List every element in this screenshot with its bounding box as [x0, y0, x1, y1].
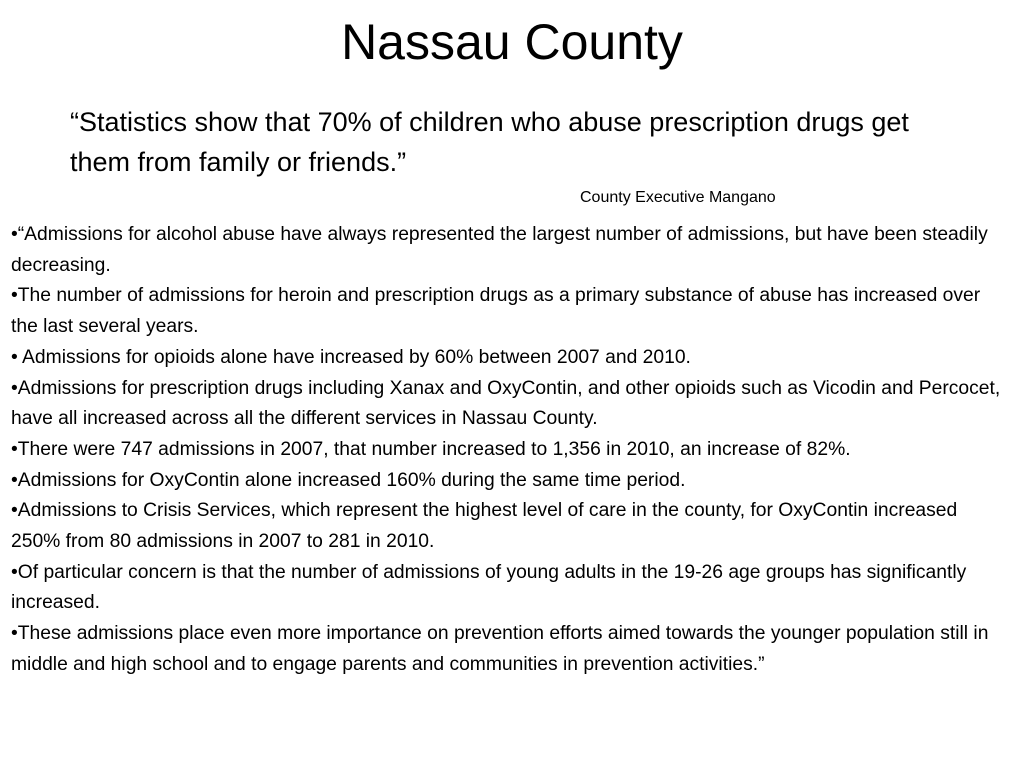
quote-attribution: County Executive Mangano — [580, 189, 776, 206]
bullet-item: •Admissions for OxyContin alone increased 160% during the same time period. — [11, 469, 686, 491]
bullet-item: • Admissions for opioids alone have increased by 60% between 2007 and 2010. — [11, 346, 691, 368]
bullet-item: •These admissions place even more importance on prevention efforts aimed towards the younger population still in middle and high school and to engage parents and communities in prevention activities.” — [11, 623, 989, 675]
bullet-list — [11, 220, 1011, 681]
slide-title: Nassau County — [341, 14, 683, 70]
bullet-item: •“Admissions for alcohol abuse have always represented the largest number of admissions, but have been steadily decreasing. — [11, 224, 988, 276]
bullet-item: •The number of admissions for heroin and prescription drugs as a primary substance of abuse has increased over the last several years. — [11, 285, 981, 338]
quote-text: “Statistics show that 70% of children who abuse prescription drugs get them from family or friends.” — [70, 107, 909, 177]
bullet-item: •Of particular concern is that the number of admissions of young adults in the 19-26 age groups has significantly increased. — [11, 561, 967, 614]
bullet-item: •There were 747 admissions in 2007, that number increased to 1,356 in 2010, an increase of 82%. — [11, 438, 851, 460]
bullet-item: •Admissions for prescription drugs including Xanax and OxyContin, and other opioids such as Vicodin and Percocet, have all increased across all the different services in Nassau County. — [11, 377, 1001, 430]
bullet-item: •Admissions to Crisis Services, which represent the highest level of care in the county, for OxyContin increased 250% from 80 admissions in 2007 to 281 in 2010. — [11, 500, 958, 553]
